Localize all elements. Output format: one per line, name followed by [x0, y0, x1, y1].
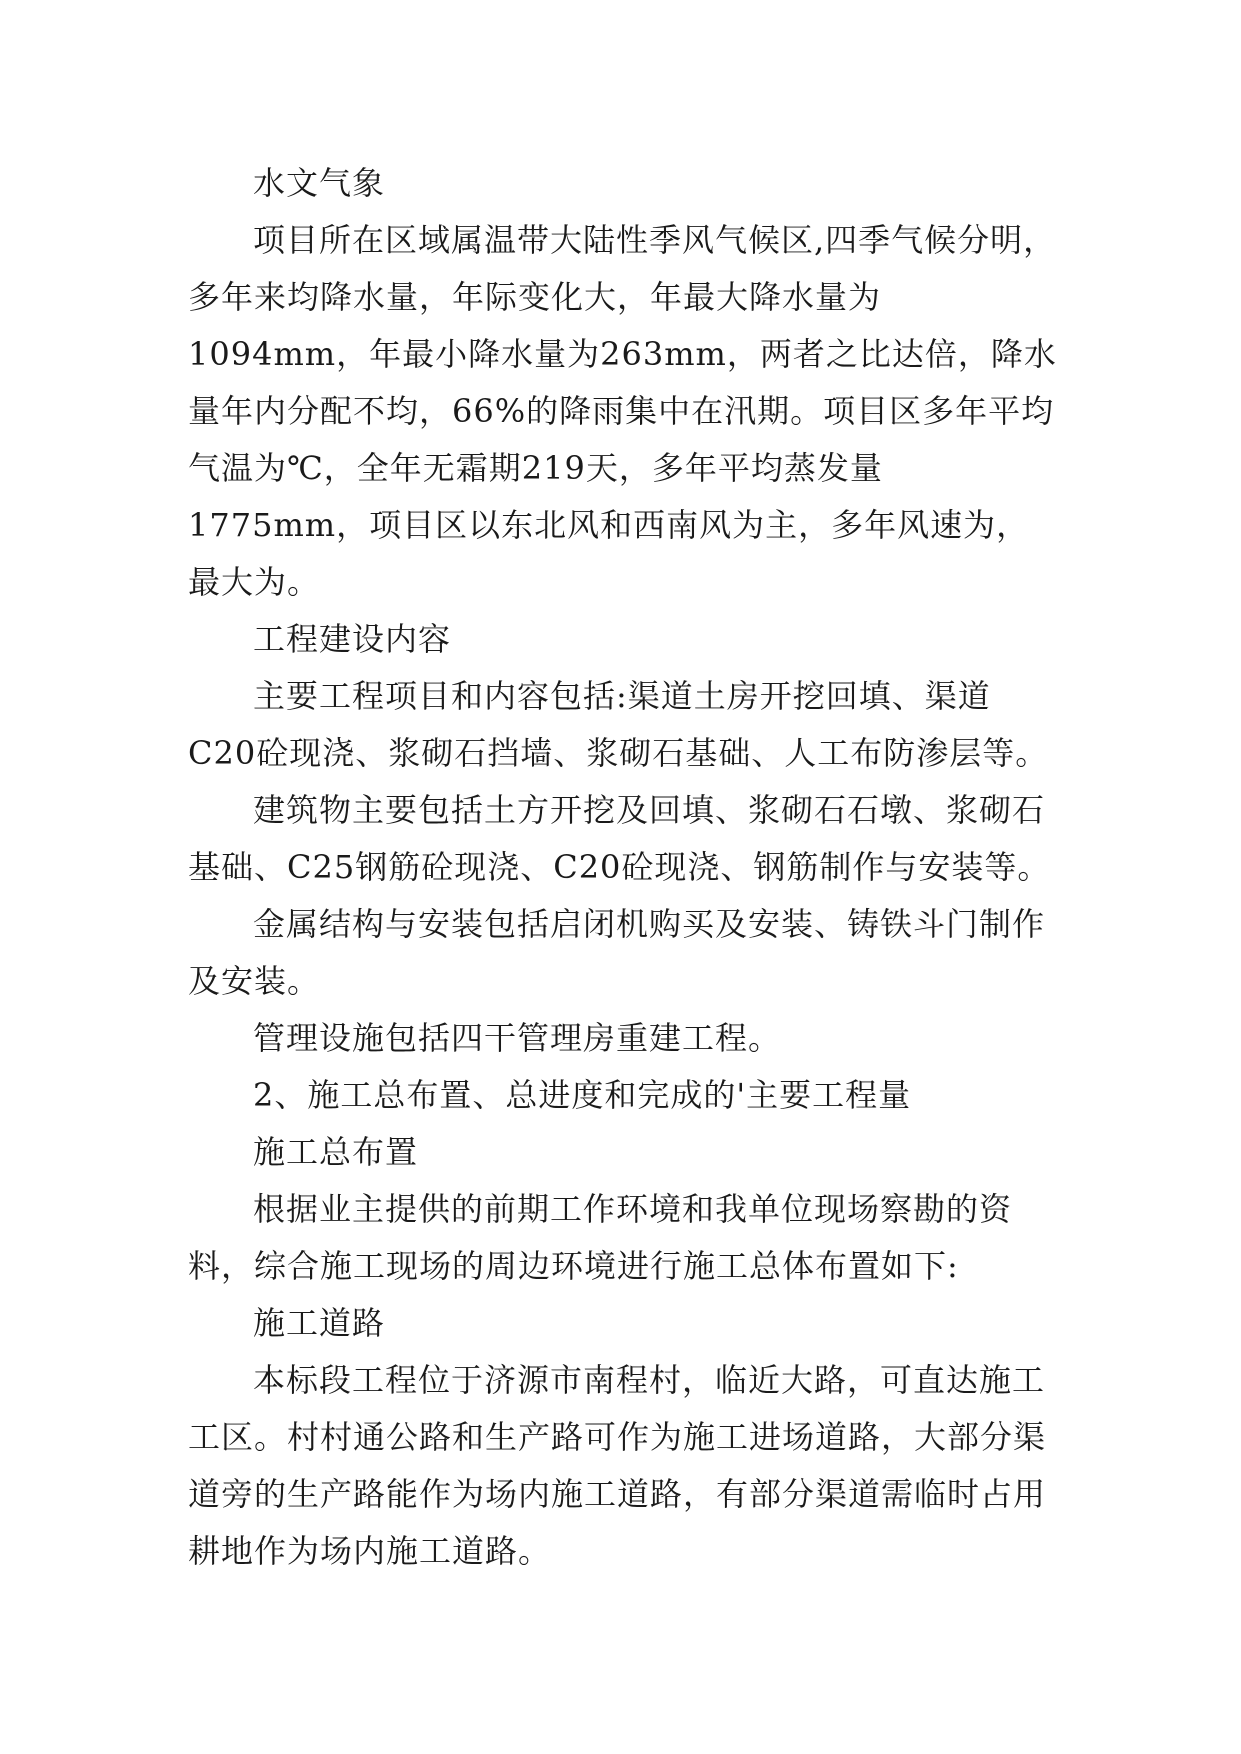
section-heading-construction-content: 工程建设内容: [253, 620, 452, 658]
paragraph-roads: 本标段工程位于济源市南程村，临近大路，可直达施工工区。村村通公路和生产路可作为施工进场道路，大部分渠道旁的生产路能作为场内施工道路，有部分渠道需临时占用耕地作为场内施工道路。: [188, 1361, 1047, 1570]
paragraph-hydrology: 项目所在区域属温带大陆性季风气候区,四季气候分明，多年来均降水量，年际变化大，年最大降水量为1094mm，年最小降水量为263mm，两者之比达倍，降水量年内分配不均，66%的降雨集中在汛期。项目区多年平均气温为℃，全年无霜期219天，多年平均蒸发量1775mm，项目区以东北风和西南风为主，多年风速为，最大为。: [188, 221, 1057, 601]
paragraph-management-facilities: 管理设施包括四干管理房重建工程。: [253, 1019, 782, 1057]
paragraph-metal-structures: 金属结构与安装包括启闭机购买及安装、铸铁斗门制作及安装。: [188, 905, 1046, 1000]
document-body: [188, 155, 1058, 1580]
paragraph-buildings: 建筑物主要包括土方开挖及回填、浆砌石石墩、浆砌石基础、C25钢筋砼现浇、C20砼现浇、钢筋制作与安装等。: [188, 791, 1051, 886]
section-heading-layout-schedule: 2、施工总布置、总进度和完成的'主要工程量: [253, 1076, 912, 1114]
paragraph-main-works: 主要工程项目和内容包括:渠道土房开挖回填、渠道C20砼现浇、浆砌石挡墙、浆砌石基础、人工布防渗层等。: [188, 677, 1049, 772]
section-heading-roads: 施工道路: [253, 1304, 386, 1342]
section-heading-hydrology: 水文气象: [253, 164, 386, 202]
paragraph-layout-basis: 根据业主提供的前期工作环境和我单位现场察勘的资料，综合施工现场的周边环境进行施工总体布置如下:: [188, 1190, 1013, 1285]
section-heading-general-layout: 施工总布置: [253, 1133, 419, 1171]
